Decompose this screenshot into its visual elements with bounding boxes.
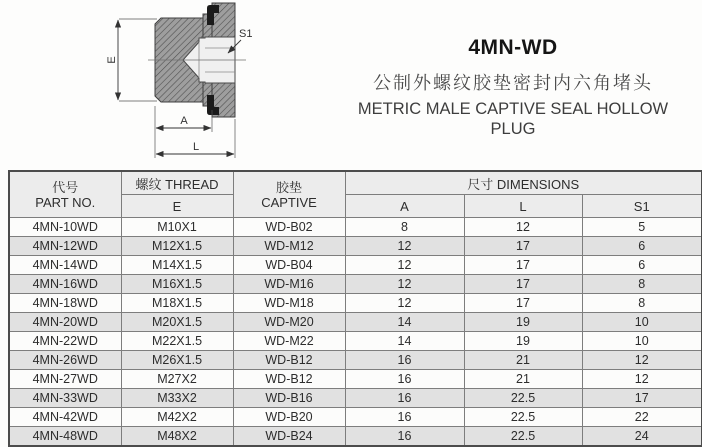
- captive-cell: WD-B20: [233, 408, 345, 427]
- part-no-cell: 4MN-22WD: [9, 332, 121, 351]
- header-part-no-en: PART NO.: [35, 194, 96, 210]
- dim-l-cell: 12: [464, 218, 582, 237]
- header-captive: [233, 171, 345, 218]
- table-row: [9, 370, 702, 389]
- dim-l-cell: 21: [464, 370, 582, 389]
- product-name-en: METRIC MALE CAPTIVE SEAL HOLLOW PLUG: [357, 100, 669, 138]
- dim-s1-cell: 10: [582, 332, 702, 351]
- dim-l-cell: 21: [464, 351, 582, 370]
- dim-l-cell: 22.5: [464, 408, 582, 427]
- captive-cell: WD-B12: [233, 351, 345, 370]
- dim-l-cell: 19: [464, 313, 582, 332]
- captive-cell: WD-B02: [233, 218, 345, 237]
- dim-a-cell: 16: [345, 408, 464, 427]
- thread-cell: M22X1.5: [121, 332, 233, 351]
- product-model: 4MN-WD: [468, 36, 558, 59]
- dim-a-label: A: [180, 115, 188, 127]
- part-no-cell: 4MN-14WD: [9, 256, 121, 275]
- thread-cell: M26X1.5: [121, 351, 233, 370]
- thread-cell: M18X1.5: [121, 294, 233, 313]
- dim-a-cell: 8: [345, 218, 464, 237]
- header-dimensions: 尺寸 DIMENSIONS: [345, 171, 702, 195]
- dim-a-cell: 16: [345, 389, 464, 408]
- part-no-cell: 4MN-10WD: [9, 218, 121, 237]
- table-body: [9, 218, 702, 447]
- dim-s1-cell: 6: [582, 237, 702, 256]
- thread-cell: M12X1.5: [121, 237, 233, 256]
- header-thread: 螺纹 THREAD: [121, 171, 233, 195]
- header-thread-e: E: [121, 195, 233, 218]
- dim-a-cell: 16: [345, 370, 464, 389]
- dim-e-label: E: [106, 56, 118, 64]
- thread-cell: M16X1.5: [121, 275, 233, 294]
- dim-a-cell: 12: [345, 275, 464, 294]
- header-part-no: [9, 171, 121, 218]
- part-no-cell: 4MN-27WD: [9, 370, 121, 389]
- header-dim-s1: S1: [582, 195, 702, 218]
- header-part-no-cn: 代号: [52, 179, 79, 195]
- product-name-cn: 公制外螺纹胶垫密封内六角堵头: [373, 73, 653, 93]
- part-no-cell: 4MN-16WD: [9, 275, 121, 294]
- captive-cell: WD-M20: [233, 313, 345, 332]
- spec-table: [8, 170, 702, 447]
- dim-s1-cell: 22: [582, 408, 702, 427]
- dim-a-cell: 16: [345, 427, 464, 447]
- table-row: [9, 275, 702, 294]
- dim-l-cell: 17: [464, 275, 582, 294]
- captive-cell: WD-B12: [233, 370, 345, 389]
- part-no-cell: 4MN-33WD: [9, 389, 121, 408]
- thread-cell: M14X1.5: [121, 256, 233, 275]
- dim-a-cell: 12: [345, 256, 464, 275]
- captive-cell: WD-M12: [233, 237, 345, 256]
- plug-cross-section-drawing: [28, 0, 263, 165]
- dim-s1-cell: 17: [582, 389, 702, 408]
- part-no-cell: 4MN-26WD: [9, 351, 121, 370]
- dim-a-cell: 12: [345, 294, 464, 313]
- dim-s1-cell: 8: [582, 294, 702, 313]
- dim-a-cell: 16: [345, 351, 464, 370]
- table-row: [9, 218, 702, 237]
- captive-cell: WD-M22: [233, 332, 345, 351]
- thread-cell: M48X2: [121, 427, 233, 447]
- dim-s1-label: S1: [239, 28, 253, 40]
- captive-cell: WD-M18: [233, 294, 345, 313]
- dim-a-cell: 14: [345, 313, 464, 332]
- header-captive-en: CAPTIVE: [261, 194, 317, 210]
- dim-l-cell: 19: [464, 332, 582, 351]
- captive-cell: WD-B04: [233, 256, 345, 275]
- table-row: [9, 427, 702, 447]
- dim-l-cell: 22.5: [464, 389, 582, 408]
- part-no-cell: 4MN-12WD: [9, 237, 121, 256]
- dim-l-label: L: [192, 141, 200, 153]
- dim-s1-cell: 10: [582, 313, 702, 332]
- thread-cell: M33X2: [121, 389, 233, 408]
- table-row: [9, 332, 702, 351]
- part-no-cell: 4MN-42WD: [9, 408, 121, 427]
- dim-s1-cell: 12: [582, 370, 702, 389]
- header-dim-l: L: [464, 195, 582, 218]
- thread-cell: M42X2: [121, 408, 233, 427]
- table-row: [9, 408, 702, 427]
- thread-cell: M10X1: [121, 218, 233, 237]
- dim-l-cell: 17: [464, 256, 582, 275]
- captive-cell: WD-M16: [233, 275, 345, 294]
- dim-s1-cell: 6: [582, 256, 702, 275]
- captive-cell: WD-B16: [233, 389, 345, 408]
- table-row: [9, 351, 702, 370]
- part-no-cell: 4MN-20WD: [9, 313, 121, 332]
- dim-a-cell: 14: [345, 332, 464, 351]
- header-dim-a: A: [345, 195, 464, 218]
- table-row: [9, 389, 702, 408]
- table-row: [9, 237, 702, 256]
- title-block: [338, 36, 688, 139]
- spec-table-header: [9, 171, 702, 218]
- dim-l-cell: 22.5: [464, 427, 582, 447]
- captive-cell: WD-B24: [233, 427, 345, 447]
- dim-l-cell: 17: [464, 294, 582, 313]
- part-no-cell: 4MN-18WD: [9, 294, 121, 313]
- dim-s1-cell: 5: [582, 218, 702, 237]
- thread-cell: M20X1.5: [121, 313, 233, 332]
- table-row: [9, 313, 702, 332]
- part-no-cell: 4MN-48WD: [9, 427, 121, 447]
- dim-l-cell: 17: [464, 237, 582, 256]
- dim-s1-cell: 12: [582, 351, 702, 370]
- dim-s1-cell: 24: [582, 427, 702, 447]
- dim-a-cell: 12: [345, 237, 464, 256]
- header-captive-cn: 胶垫: [275, 179, 302, 195]
- dim-s1-cell: 8: [582, 275, 702, 294]
- thread-cell: M27X2: [121, 370, 233, 389]
- table-row: [9, 256, 702, 275]
- table-row: [9, 294, 702, 313]
